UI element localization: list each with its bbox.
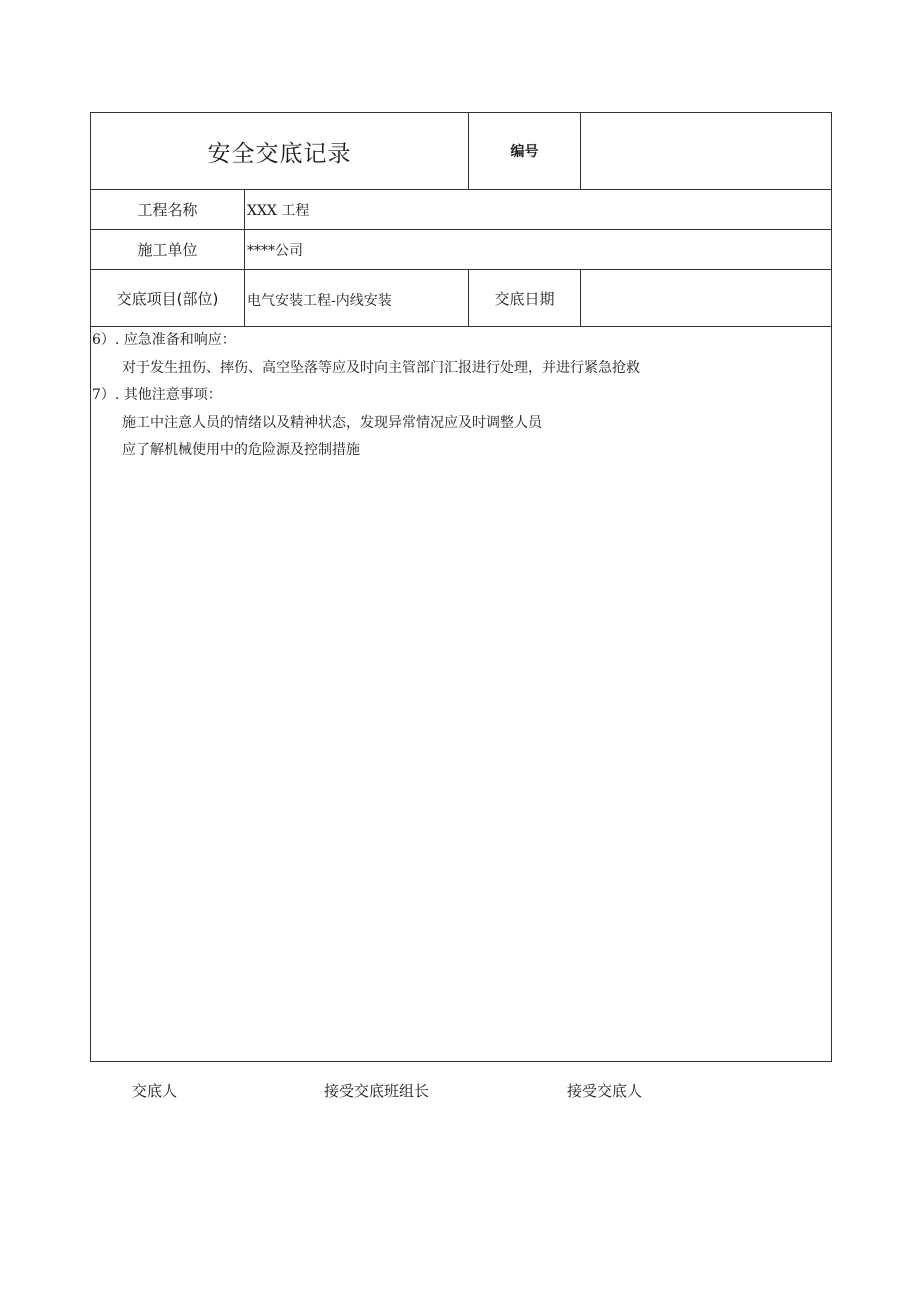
company-label: 施工单位 bbox=[91, 230, 245, 270]
number-label: 编号 bbox=[469, 113, 581, 190]
signature-row bbox=[0, 1080, 920, 1102]
company-value[interactable]: ****公司 bbox=[245, 230, 832, 270]
briefing-item-value[interactable]: 电气安装工程-内线安装 bbox=[245, 270, 469, 327]
section-heading-emergency: 6）. 应急准备和响应： bbox=[92, 332, 236, 348]
number-value-field[interactable] bbox=[581, 113, 832, 190]
project-name-value[interactable]: XXX 工程 bbox=[245, 190, 832, 230]
briefing-date-value[interactable] bbox=[581, 270, 832, 327]
section-heading-other-notes: 7）. 其他注意事项： bbox=[92, 387, 222, 403]
project-name-row bbox=[91, 190, 832, 230]
section-line: 对于发生扭伤、摔伤、高空坠落等应及时向主管部门汇报进行处理，并进行紧急抢救 bbox=[122, 359, 640, 376]
receiver-signature-label: 接受交底人 bbox=[567, 1082, 643, 1100]
briefing-content[interactable] bbox=[91, 327, 832, 1062]
project-name-label: 工程名称 bbox=[91, 190, 245, 230]
section-line: 施工中注意人员的情绪以及精神状态，发现异常情况应及时调整人员 bbox=[122, 414, 542, 431]
safety-briefing-record-table bbox=[90, 112, 832, 1062]
section-line: 应了解机械使用中的危险源及控制措施 bbox=[122, 442, 360, 458]
title-row bbox=[91, 113, 832, 190]
content-row bbox=[91, 327, 832, 1062]
company-row bbox=[91, 230, 832, 270]
briefing-date-label: 交底日期 bbox=[469, 270, 581, 327]
team-leader-signature-label: 接受交底班组长 bbox=[324, 1082, 430, 1100]
briefing-item-row bbox=[91, 270, 832, 327]
presenter-signature-label: 交底人 bbox=[132, 1082, 178, 1100]
briefing-item-label: 交底项目(部位) bbox=[91, 270, 245, 327]
document-title: 安全交底记录 bbox=[91, 113, 469, 190]
